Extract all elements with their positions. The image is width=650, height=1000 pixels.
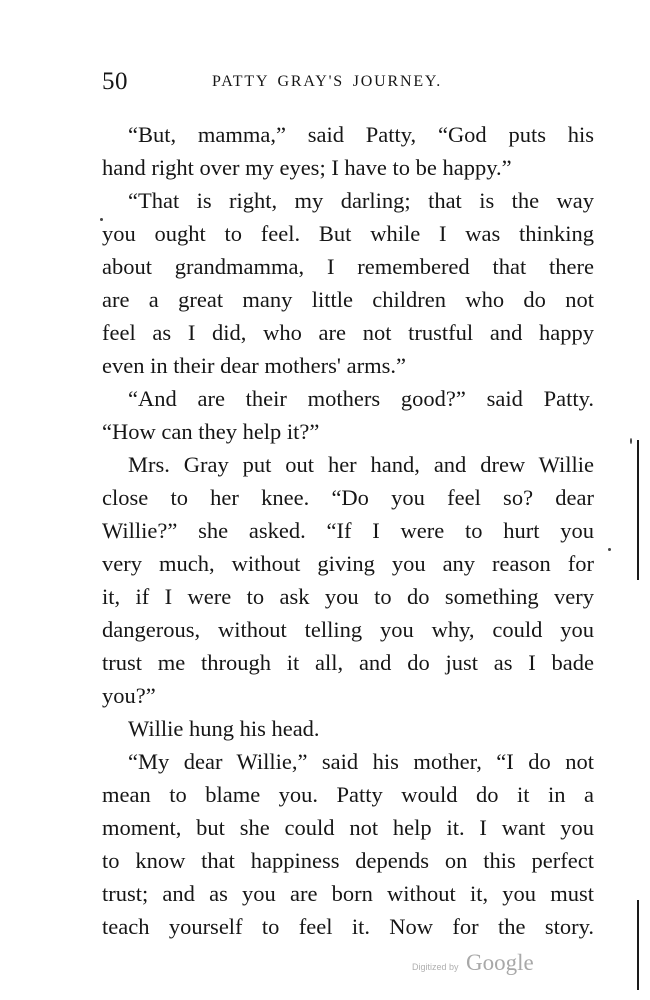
body-text [102,118,594,943]
text-line: Willie?” she asked. “If I were to hurt you [102,518,594,543]
text-line: about grandmamma, I remembered that there [102,254,594,279]
running-title: PATTY GRAY'S JOURNEY. [212,73,442,90]
text-line: close to her knee. “Do you feel so? dear [102,485,594,510]
page-number: 50 [102,68,128,95]
text-line: feel as I did, who are not trustful and happy [102,320,594,345]
scan-speck [630,438,632,444]
text-line: you ought to feel. But while I was thinking [102,221,594,246]
text-line: moment, but she could not help it. I want you [102,815,594,840]
text-line: “That is right, my darling; that is the way [128,188,594,213]
text-line: “And are their mothers good?” said Patty. [128,386,594,411]
text-line: even in their dear mothers' arms.” [102,353,406,378]
watermark-prefix: Digitized by [412,962,459,972]
text-line: trust; and as you are born without it, you must [102,881,594,906]
text-line: you?” [102,683,156,708]
text-line: Mrs. Gray put out her hand, and drew Willie [128,452,594,477]
scan-speck [100,218,103,221]
scan-edge-mark-lower [637,900,639,990]
text-line: dangerous, without telling you why, could you [102,617,594,642]
page-header [102,68,502,102]
digitized-watermark [412,950,552,978]
text-line: teach yourself to feel it. Now for the story. [102,914,594,939]
scan-speck [608,548,611,551]
text-line: mean to blame you. Patty would do it in a [102,782,594,807]
watermark-brand: Google [466,950,534,975]
text-line: very much, without giving you any reason for [102,551,594,576]
text-line: it, if I were to ask you to do something very [102,584,594,609]
text-line: “How can they help it?” [102,419,320,444]
scan-edge-mark-upper [637,440,639,580]
text-line: Willie hung his head. [128,716,320,741]
text-line: “But, mamma,” said Patty, “God puts his [128,122,594,147]
text-line: are a great many little children who do not [102,287,594,312]
text-line: to know that happiness depends on this perfect [102,848,594,873]
text-line: trust me through it all, and do just as I bade [102,650,594,675]
text-line: hand right over my eyes; I have to be happy.” [102,155,512,180]
text-line: “My dear Willie,” said his mother, “I do not [128,749,594,774]
